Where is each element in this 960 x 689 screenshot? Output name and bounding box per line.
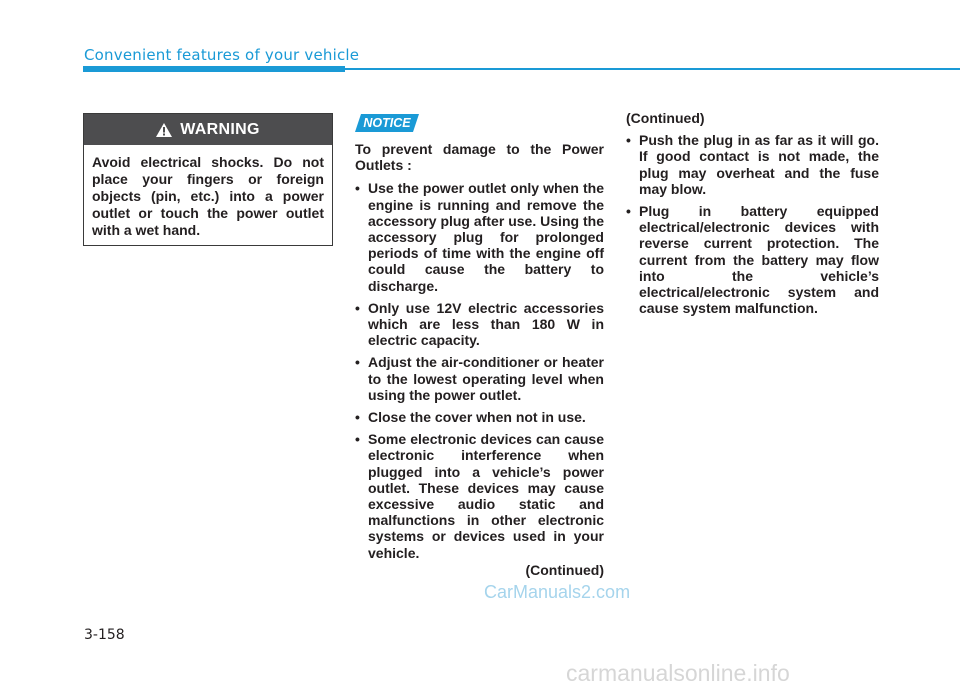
bullet-dot: • — [355, 180, 360, 197]
notice-badge — [355, 114, 419, 132]
list-item-text: Push the plug in as far as it will go. If good contact is not made, the plug may overheat and the fuse may blow. — [639, 132, 879, 197]
notice-bullet-list-continued — [626, 132, 879, 316]
list-item-text: Some electronic devices can cause electronic interference when plugged into a vehicle’s power outlet. These devices may cause excessive audio static and malfunctions in other electronic systems or devices used in your vehicle. — [368, 431, 604, 561]
notice-label: NOTICE — [363, 116, 411, 130]
list-item-text: Adjust the air-conditioner or heater to the lowest operating level when using the power outlet. — [368, 354, 604, 403]
warning-header — [84, 114, 332, 145]
list-item — [355, 354, 604, 403]
notice-bullet-list — [355, 180, 604, 560]
warning-label: WARNING — [180, 120, 260, 138]
bullet-dot: • — [355, 299, 360, 316]
warning-text: Avoid electrical shocks. Do not place your fingers or foreign objects (pin, etc.) into a power outlet or touch the power outlet with a wet hand. — [92, 154, 324, 238]
bullet-dot: • — [626, 132, 631, 149]
bullet-dot: • — [355, 354, 360, 371]
continued-label-bottom: (Continued) — [525, 561, 604, 578]
notice-column-left — [355, 141, 604, 578]
list-item — [355, 300, 604, 349]
list-item — [626, 203, 879, 316]
header-rule-thick — [83, 66, 345, 72]
warning-triangle-icon — [156, 123, 172, 137]
warning-box — [83, 113, 333, 246]
notice-column-right — [626, 110, 879, 316]
watermark-link[interactable]: CarManuals2.com — [484, 582, 631, 602]
section-title: Convenient features of your vehicle — [84, 46, 360, 64]
list-item-text: Close the cover when not in use. — [368, 409, 586, 426]
list-item — [355, 431, 604, 561]
bullet-dot: • — [626, 203, 631, 220]
footer-watermark: carmanualsonline.info — [566, 660, 790, 686]
bullet-dot: • — [355, 409, 360, 426]
header-rule-thin — [345, 68, 960, 70]
list-item-text: Only use 12V electric accessories which are less than 180 W in electric capacity. — [368, 299, 604, 349]
list-item — [355, 409, 604, 425]
continued-label-top: (Continued) — [626, 110, 705, 126]
list-item-text: Use the power outlet only when the engine is running and remove the accessory plug after use. Using the accessory plug for prolonged periods of time with the engine off could cause the battery to discharge. — [368, 180, 604, 294]
list-item-text: Plug in battery equipped electrical/electronic devices with reverse current protection. The current from the battery may flow into the vehicle’s electrical/electronic system and cause system malfunction. — [639, 203, 879, 317]
list-item — [626, 132, 879, 197]
bullet-dot: • — [355, 431, 360, 448]
page-number: 3-158 — [84, 627, 125, 643]
notice-intro: To prevent damage to the Power Outlets : — [355, 141, 604, 174]
list-item — [355, 180, 604, 293]
